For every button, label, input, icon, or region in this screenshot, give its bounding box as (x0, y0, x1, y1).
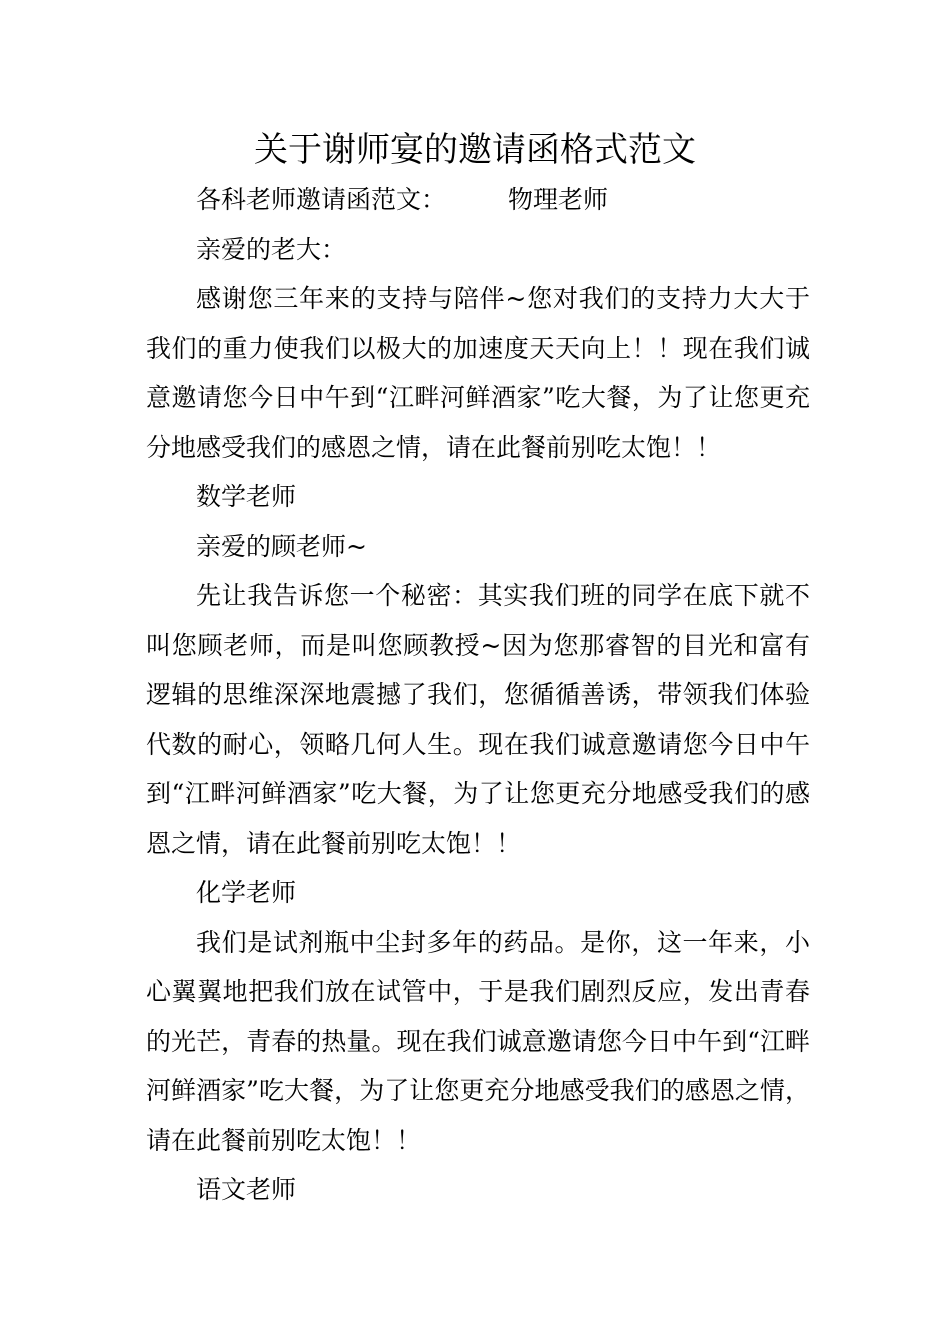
physics-heading: 物理老师 (508, 185, 609, 214)
physics-salutation: 亲爱的老大： (196, 234, 347, 264)
physics-paragraph: 感谢您三年来的支持与陪伴~您对我们的支持力大大于我们的重力使我们以极大的加速度天天向上！！现在我们诚意邀请您今日中午到“江畔河鲜酒家”吃大餐，为了让您更充分地感受我们的感恩之情，请在此餐前别吃太饱！！ (146, 284, 810, 462)
intro-label: 各科老师邀请函范文： (196, 185, 447, 214)
math-paragraph: 先让我告诉您一个秘密：其实我们班的同学在底下就不叫您顾老师，而是叫您顾教授~因为您那睿智的目光和富有逻辑的思维深深地震撼了我们，您循循善诱，带领我们体验代数的耐心，领略几何人生。现在我们诚意邀请您今日中午到“江畔河鲜酒家”吃大餐，为了让您更充分地感受我们的感恩之情，请在此餐前别吃太饱！！ (146, 581, 810, 858)
chinese-heading: 语文老师 (196, 1175, 297, 1204)
math-salutation: 亲爱的顾老师~ (196, 531, 367, 561)
intro-line (146, 175, 810, 225)
chemistry-heading: 化学老师 (196, 878, 297, 907)
math-heading: 数学老师 (196, 482, 297, 511)
document-body (146, 175, 810, 1215)
chemistry-paragraph: 我们是试剂瓶中尘封多年的药品。是你，这一年来，小心翼翼地把我们放在试管中，于是我们剧烈反应，发出青春的光芒，青春的热量。现在我们诚意邀请您今日中午到“江畔河鲜酒家”吃大餐，为了让您更充分地感受我们的感恩之情，请在此餐前别吃太饱！！ (146, 927, 810, 1155)
document-title: 关于谢师宴的邀请函格式范文 (254, 130, 696, 170)
